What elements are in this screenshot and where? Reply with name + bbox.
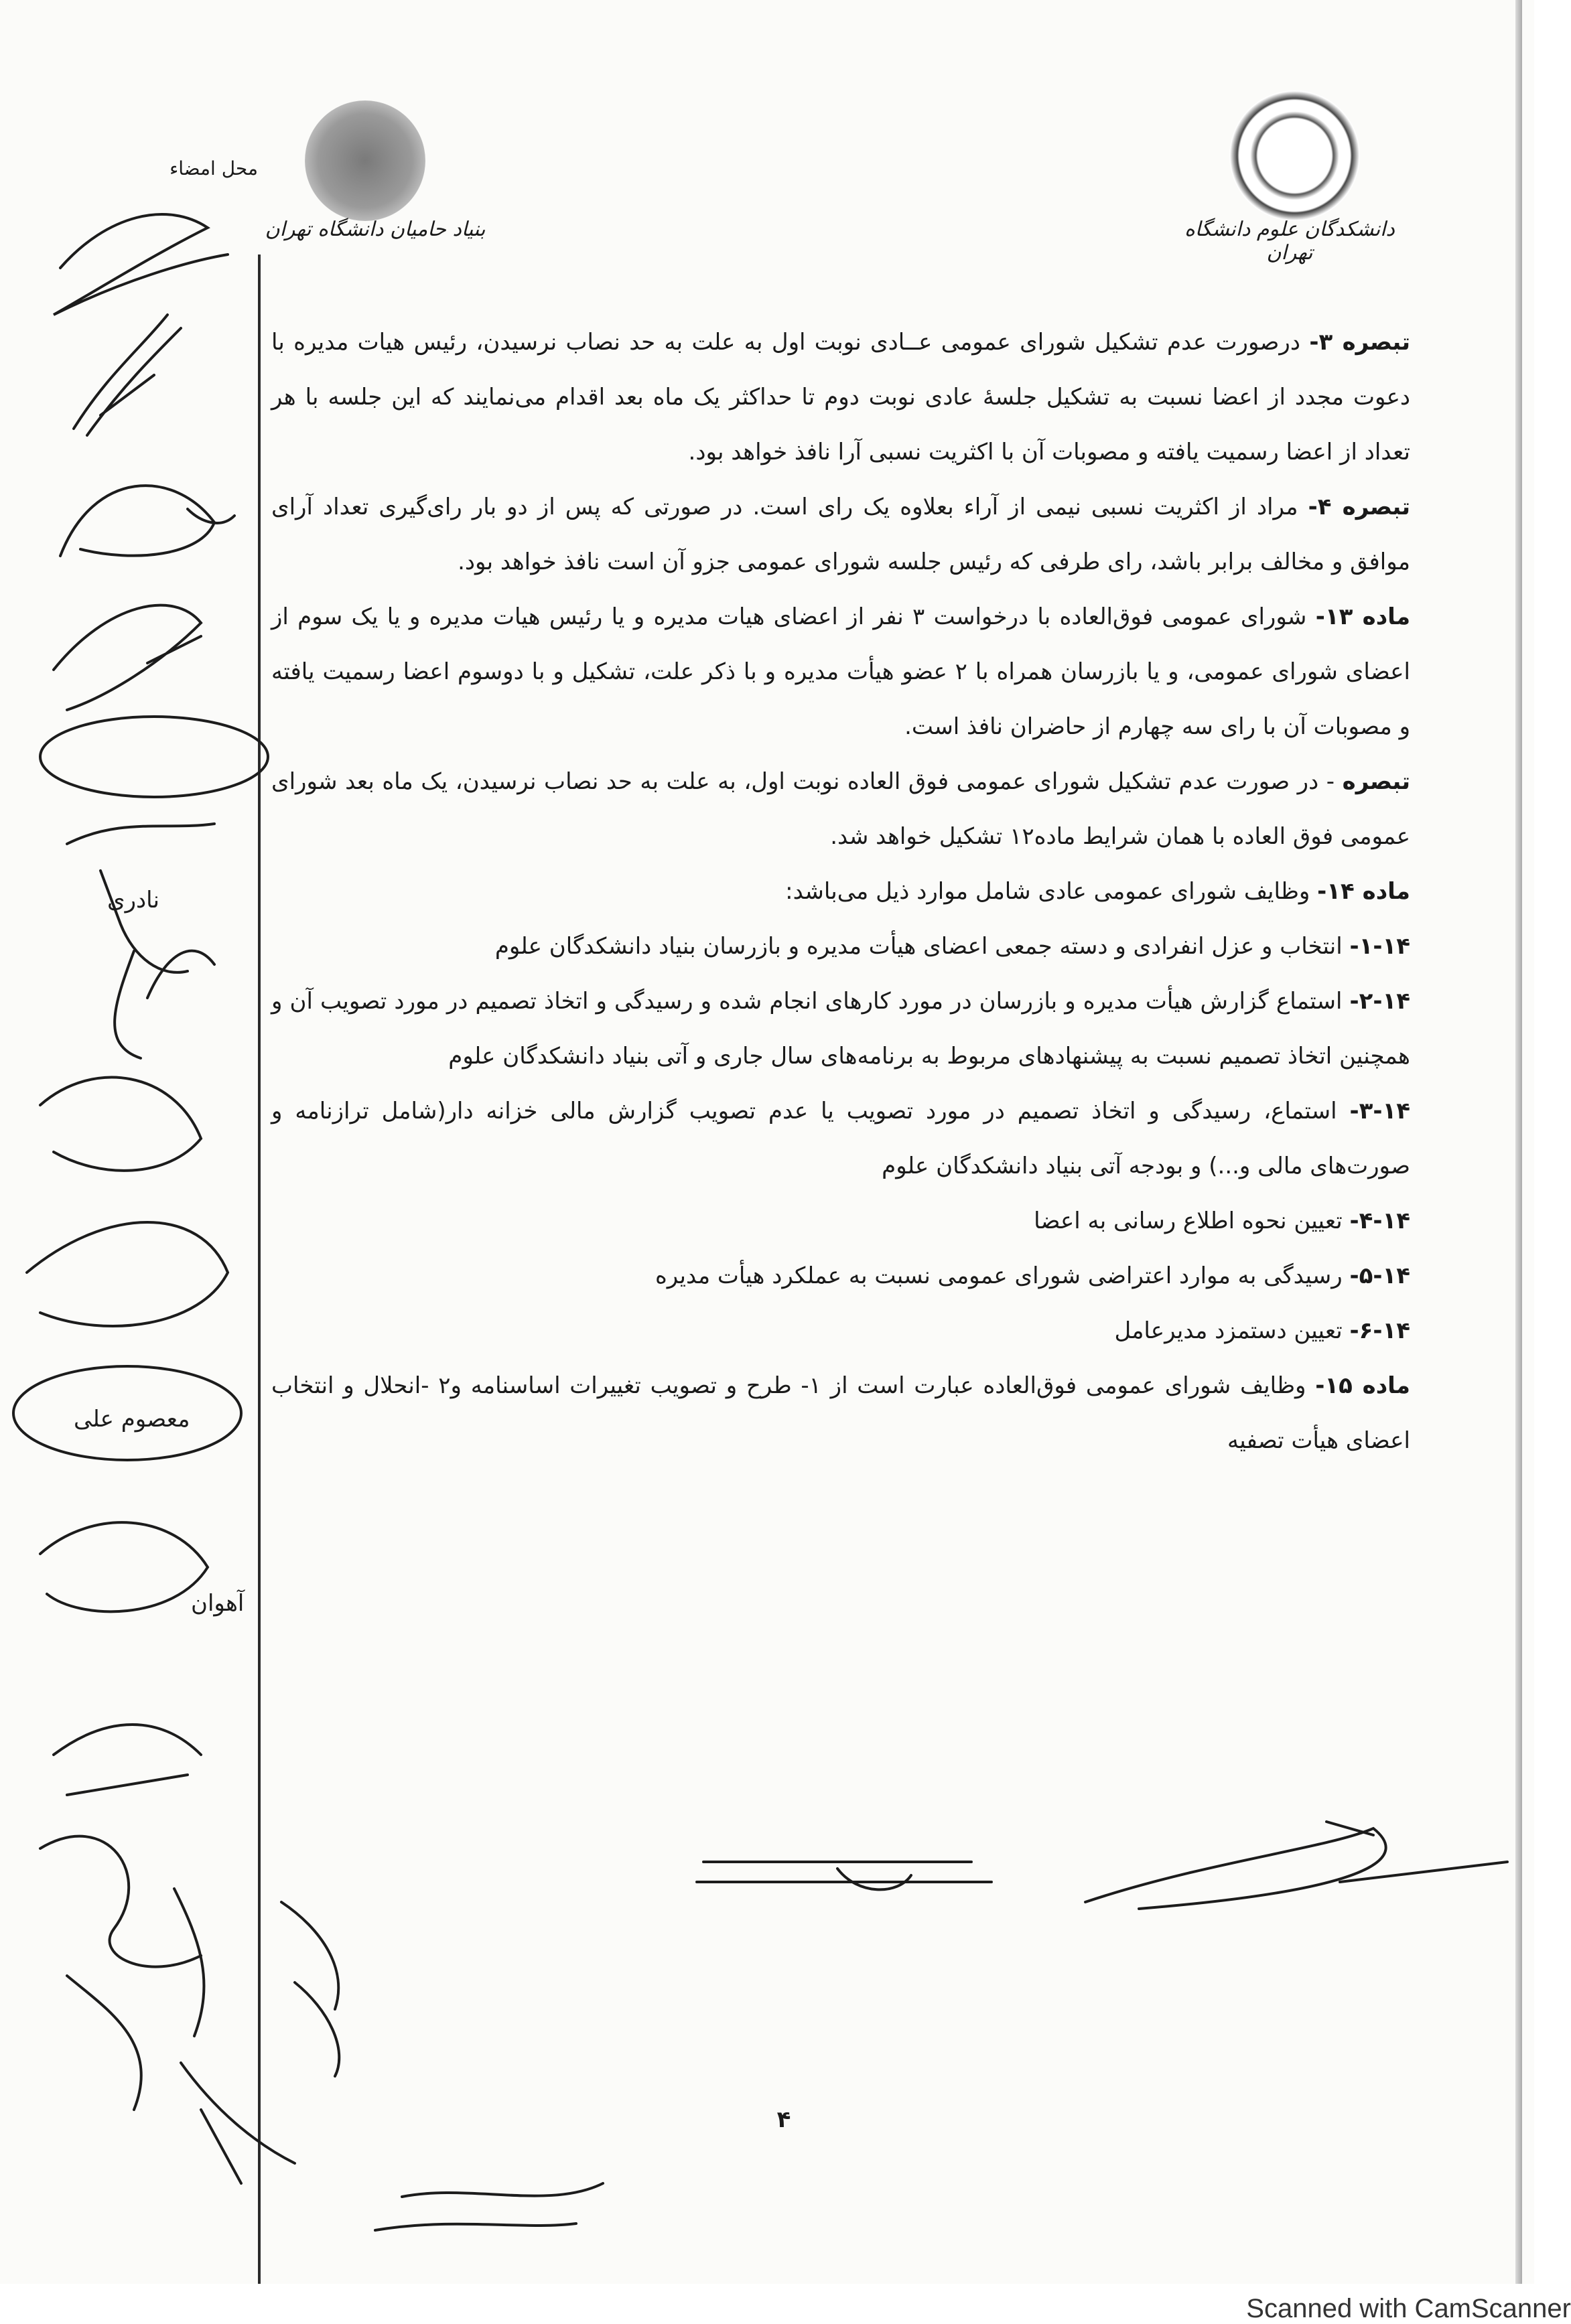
- paragraph-article-14: ماده ۱۴- وظایف شورای عمومی عادی شامل موارد ذیل می‌باشد:: [785, 878, 1410, 905]
- signature-3: [60, 486, 234, 556]
- university-seal-caption: دانشکدگان علوم دانشگاه تهران: [1184, 218, 1395, 265]
- paragraph-14-2: ۲-۱۴- استماع گزارش هیأت مدیره و بازرسان در مورد کارهای انجام شده و رسیدگی و اتخاذ تصمیم در مورد تصویب آن و همچنین اتخاذ تصمیم نسبت به پیشنهادهای مربوط به برنامه‌های سال جاری و آتی بنیاد دانشکدگان علوم: [271, 988, 1410, 1070]
- signature-18: [697, 1862, 992, 1889]
- signature-17: [375, 2183, 603, 2230]
- signature-1: [54, 214, 228, 315]
- paragraph-14-4: ۴-۱۴- تعیین نحوه اطلاع رسانی به اعضا: [1034, 1208, 1410, 1234]
- margin-name-masoum-ali: معصوم علی: [74, 1406, 190, 1433]
- paragraph-note-3: تبصره ۳- درصورت عدم تشکیل شورای عمومی عــادی نوبت اول به علت به حد نصاب نرسیدن، رئیس هیات مدیره با دعوت مجدد از اعضا نسبت به تشکیل جلسهٔ عادی نوبت دوم تا حداکثر یک ماه بعد اقدام می‌نمایند که این جلسه با هر تعداد از اعضا رسمیت یافته و مصوبات آن با اکثریت نسبی آرا نافذ خواهد بود.: [271, 329, 1410, 465]
- paragraph-article-13: ماده ۱۳- شورای عمومی فوق‌العاده با درخواست ۳ نفر از اعضای هیات مدیره و یا رئیس هیات مدیره و یا یک سوم از اعضای شورای عمومی، و یا بازرسان همراه با ۲ عضو هیأت مدیره و با ذکر علت، تشکیل و با دوسوم اعضا رسمیت یافته و مصوبات آن با رای سه چهارم از حاضران نافذ است.: [271, 603, 1410, 740]
- signature-7: [115, 951, 214, 1058]
- signature-8: [40, 1078, 201, 1171]
- signature-16: [281, 1902, 339, 2076]
- signature-4: [54, 605, 201, 710]
- paragraph-14-6: ۶-۱۴- تعیین دستمزد مدیرعامل: [1114, 1317, 1410, 1344]
- signature-14: [67, 1889, 204, 2110]
- signature-15: [181, 2063, 295, 2183]
- signature-12: [54, 1725, 201, 1795]
- paragraph-14-1: ۱-۱۴- انتخاب و عزل انفرادی و دسته جمعی اعضای هیأت مدیره و بازرسان بنیاد دانشکدگان علوم: [494, 933, 1410, 960]
- paragraph-article-15: ماده ۱۵- وظایف شورای عمومی فوق‌العاده عبارت است از ۱- طرح و تصویب تغییرات اساسنامه و۲ -انحلال و انتخاب اعضای هیأت تصفیه: [271, 1372, 1410, 1454]
- signature-13: [40, 1836, 201, 1967]
- paragraph-note-4: تبصره ۴- مراد از اکثریت نسبی نیمی از آراء بعلاوه یک رای است. در صورتی که پس از دو بار رای‌گیری تعداد آرای موافق و مخالف برابر باشد، رای طرفی که رئیس جلسه شورای عمومی جزو آن است نافذ خواهد بود.: [271, 494, 1410, 575]
- camscanner-watermark: Scanned with CamScanner: [1246, 2294, 1571, 2323]
- signature-9: [27, 1222, 228, 1326]
- signature-2: [74, 315, 181, 435]
- signature-19: [1085, 1822, 1507, 1909]
- margin-name-naderi: نادری: [107, 887, 159, 914]
- signature-11: [40, 1522, 208, 1611]
- paragraph-note: تبصره - در صورت عدم تشکیل شورای عمومی فوق العاده نوبت اول، به علت به حد نصاب نرسیدن، یک ماه بعد شورای عمومی فوق العاده با همان شرایط ماده۱۲ تشکیل خواهد شد.: [271, 768, 1410, 850]
- signature-area-label: محل امضاء: [169, 157, 258, 179]
- signature-5: [40, 717, 268, 797]
- margin-name-ahovan: آهوان: [191, 1590, 245, 1617]
- paragraph-14-5: ۵-۱۴- رسیدگی به موارد اعتراضی شورای عمومی نسبت به عملکرد هیأت مدیره: [655, 1262, 1410, 1289]
- foundation-seal-caption: بنیاد حامیان دانشگاه تهران: [265, 218, 486, 241]
- paragraph-14-3: ۳-۱۴- استماع، رسیدگی و اتخاذ تصمیم در مورد تصویب یا عدم تصویب گزارش مالی خزانه دار(شامل ترازنامه و صورت‌های مالی و...) و بودجه آتی بنیاد دانشکدگان علوم: [271, 1098, 1410, 1179]
- page-number: ۴: [776, 2106, 791, 2133]
